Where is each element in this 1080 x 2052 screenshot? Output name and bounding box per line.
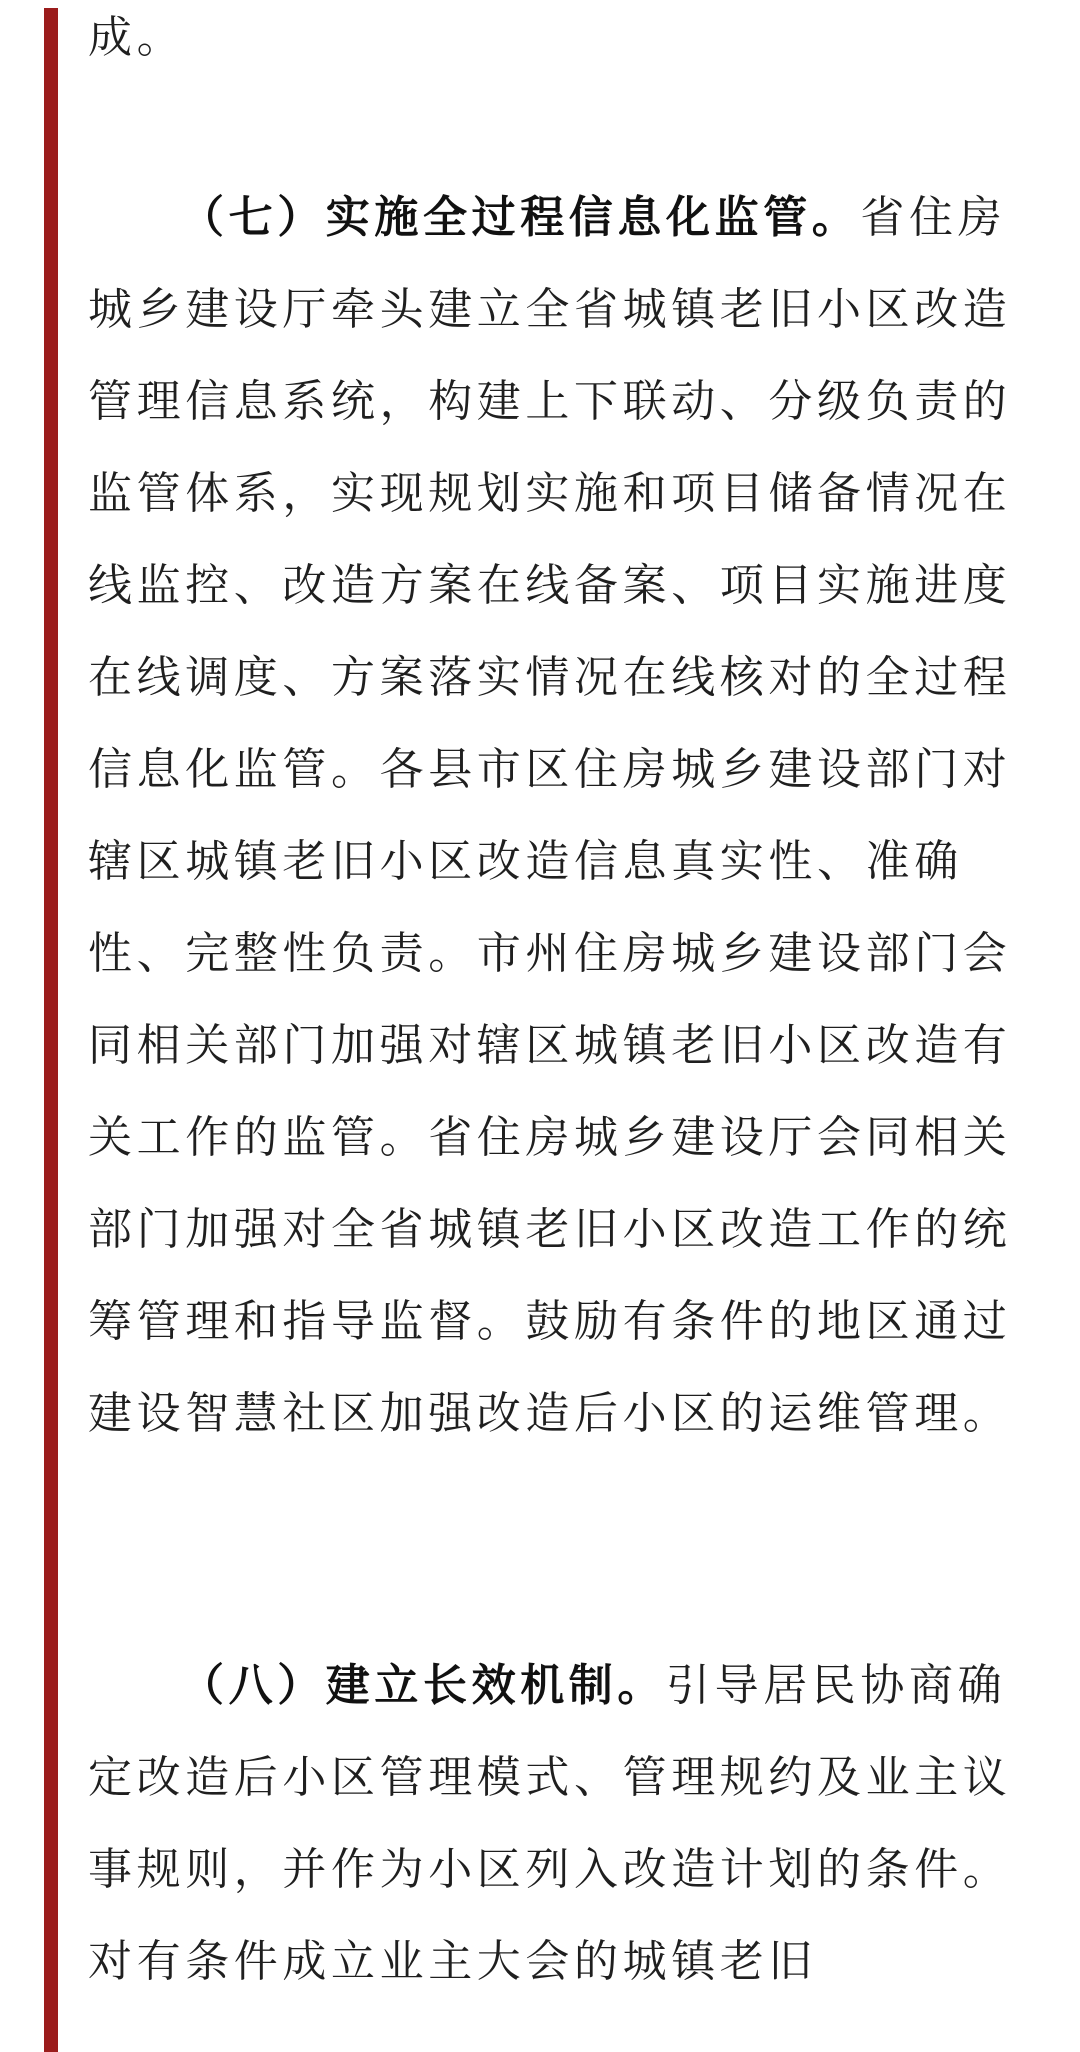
paragraph-section-7 bbox=[88, 172, 1018, 1460]
paragraph-section-8 bbox=[88, 1640, 1018, 2008]
paragraph-text: 省住房城乡建设厅牵头建立全省城镇老旧小区改造管理信息系统，构建上下联动、分级负责的监管体系，实现规划实施和项目储备情况在线监控、改造方案在线备案、项目实施进度在线调度、方案落实情况在线核对的全过程信息化监管。各县市区住房城乡建设部门对辖区城镇老旧小区改造信息真实性、准确性、完整性负责。市州住房城乡建设部门会同相关部门加强对辖区城镇老旧小区改造有关工作的监管。省住房城乡建设厅会同相关部门加强对全省城镇老旧小区改造工作的统筹管理和指导监督。鼓励有条件的地区通过建设智慧社区加强改造后小区的运维管理。 bbox=[88, 192, 1012, 1439]
paragraph-text: 引导居民协商确定改造后小区管理模式、管理规约及业主议事规则，并作为小区列入改造计划的条件。对有条件成立业主大会的城镇老旧 bbox=[88, 1660, 1012, 1987]
left-accent-rule bbox=[44, 8, 58, 2052]
section-heading-8: （八）建立长效机制。 bbox=[180, 1660, 666, 1711]
section-heading-7: （七）实施全过程信息化监管。 bbox=[180, 192, 861, 243]
paragraph-continuation bbox=[88, 0, 1018, 84]
paragraph-text: 成。 bbox=[88, 12, 186, 63]
